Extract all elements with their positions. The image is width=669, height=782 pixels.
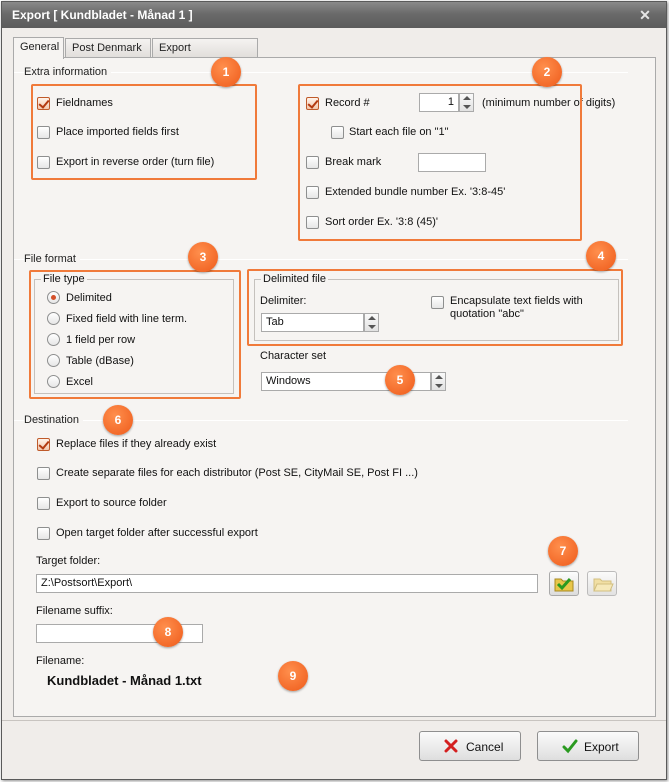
radio-delimited-label: Delimited xyxy=(66,292,112,304)
fieldnames-label: Fieldnames xyxy=(56,97,113,109)
delimiter-select[interactable]: Tab xyxy=(261,313,364,332)
section-title-file-format: File format xyxy=(24,253,80,265)
button-bar xyxy=(2,720,666,779)
highlight-box-2 xyxy=(298,84,582,241)
charset-label: Character set xyxy=(260,350,327,362)
separate-files-label: Create separate files for each distributor (Post SE, CityMail SE, Post FI ...) xyxy=(56,467,418,479)
start-each-label: Start each file on "1" xyxy=(349,126,449,138)
replace-files-label: Replace files if they already exist xyxy=(56,438,217,450)
radio-dbase-label: Table (dBase) xyxy=(66,355,134,367)
filename-suffix-label: Filename suffix: xyxy=(36,605,113,617)
export-dialog xyxy=(1,1,667,780)
section-title-extra: Extra information xyxy=(24,66,111,78)
target-folder-label: Target folder: xyxy=(36,555,101,567)
reverse-order-label: Export in reverse order (turn file) xyxy=(56,156,215,168)
folder-check-icon xyxy=(550,572,578,595)
window-title: Export [ Kundbladet - Månad 1 ] xyxy=(12,8,193,22)
callout-badge-3: 3 xyxy=(188,242,218,272)
divider-file-format xyxy=(14,259,628,260)
checkmark-icon xyxy=(562,739,578,754)
folder-icon xyxy=(588,572,616,595)
radio-fixed-field-label: Fixed field with line term. xyxy=(66,313,188,325)
radio-one-field-label: 1 field per row xyxy=(66,334,136,346)
tab-export-descriptions[interactable]: Export xyxy=(152,38,258,58)
callout-badge-7: 7 xyxy=(548,536,578,566)
filename-value: Kundbladet - Månad 1.txt xyxy=(47,673,202,688)
cancel-label: Cancel xyxy=(466,740,504,754)
title-bar xyxy=(2,2,666,28)
charset-select-arrows[interactable] xyxy=(431,372,446,391)
charset-select[interactable]: Windows xyxy=(261,372,431,391)
source-folder-label: Export to source folder xyxy=(56,497,167,509)
callout-badge-9: 9 xyxy=(278,661,308,691)
target-folder-input[interactable]: Z:\Postsort\Export\ xyxy=(36,574,538,593)
tab-post-denmark[interactable]: Post Denmark xyxy=(65,38,151,58)
general-panel xyxy=(13,57,656,717)
break-mark-label: Break mark xyxy=(325,156,382,168)
file-type-title: File type xyxy=(43,273,85,285)
record-digits-input[interactable]: 1 xyxy=(419,93,459,112)
callout-badge-4: 4 xyxy=(586,241,616,271)
callout-badge-2: 2 xyxy=(532,57,562,87)
record-hint: (minimum number of digits) xyxy=(482,97,616,109)
tab-general[interactable]: General xyxy=(13,37,64,59)
cancel-icon xyxy=(444,739,458,753)
open-folder-button[interactable] xyxy=(587,571,617,596)
sort-order-label: Sort order Ex. '3:8 (45)' xyxy=(325,216,439,228)
imported-first-label: Place imported fields first xyxy=(56,126,179,138)
source-folder-checkbox[interactable] xyxy=(37,497,50,510)
section-title-destination: Destination xyxy=(24,414,83,426)
open-target-label: Open target folder after successful export xyxy=(56,527,258,539)
open-target-checkbox[interactable] xyxy=(37,527,50,540)
delimited-title: Delimited file xyxy=(263,273,326,285)
encapsulate-label: Encapsulate text fields with quotation "abc" xyxy=(450,295,583,320)
separate-files-checkbox[interactable] xyxy=(37,467,50,480)
delimiter-label: Delimiter: xyxy=(260,295,307,307)
callout-badge-6: 6 xyxy=(103,405,133,435)
close-icon[interactable]: ✕ xyxy=(639,7,651,23)
highlight-box-1 xyxy=(31,84,257,180)
callout-badge-1: 1 xyxy=(211,57,241,87)
record-label: Record # xyxy=(325,97,370,109)
export-label: Export xyxy=(584,740,619,754)
radio-excel-label: Excel xyxy=(66,376,93,388)
browse-folder-button[interactable] xyxy=(549,571,579,596)
callout-badge-8: 8 xyxy=(153,617,183,647)
cancel-button[interactable] xyxy=(419,731,521,761)
extended-bundle-label: Extended bundle number Ex. '3:8-45' xyxy=(325,186,506,198)
callout-badge-5: 5 xyxy=(385,365,415,395)
replace-files-checkbox[interactable] xyxy=(37,438,50,451)
filename-label: Filename: xyxy=(36,655,85,667)
highlight-box-3 xyxy=(29,270,241,399)
highlight-box-4 xyxy=(247,269,623,346)
export-button[interactable] xyxy=(537,731,639,761)
